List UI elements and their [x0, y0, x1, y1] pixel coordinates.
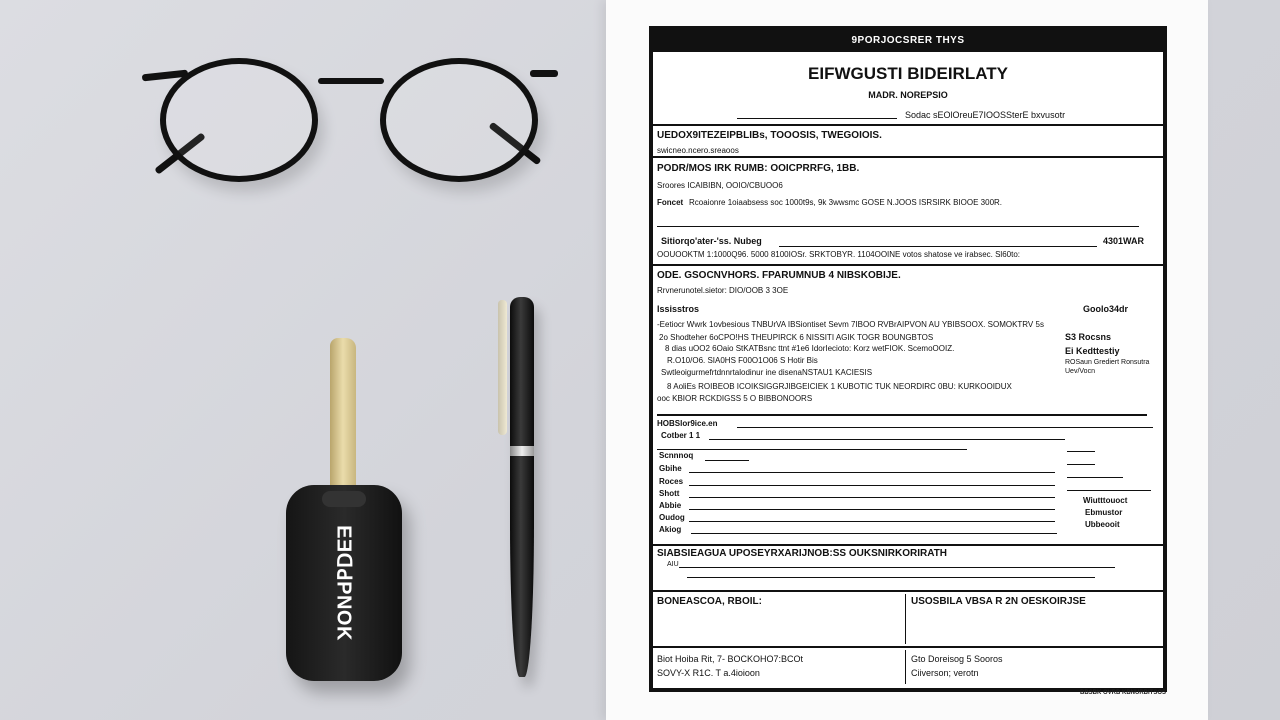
footer-right-line2: Ciiverson; verotn — [911, 668, 979, 678]
section2-field-line — [779, 246, 1097, 247]
section2-line2: Rcoaionre 1oiaabsess soc 1000t9s, 9k 3wwsmc GOSE N.JOOS ISRSIRK BIOOE 300R. — [689, 198, 1003, 207]
section4-line — [689, 509, 1055, 510]
key-fob-label: EƎꓷꓒPNOK — [332, 525, 355, 641]
section3-row: ooc KBIOR RCKDIGSS 5 O BIBBONOORS — [657, 394, 813, 403]
key-fob — [286, 485, 402, 681]
section2-heading: PODR/MOS IRK RUMB: OOICPRRFG, 1BB. — [657, 163, 860, 174]
footer-left-line1: Biot Hoiba Rit, 7- BOCKOHO7:BCOt — [657, 654, 804, 664]
footer-right-line1: Gto Doreisog 5 Sooros — [911, 654, 1003, 664]
section5-line — [687, 577, 1095, 578]
side-line — [1067, 477, 1123, 478]
section5-heading: SIABSIEAGUA UPOSEYRXARIJNOB:SS OUKSNIRKORIRATH — [657, 548, 948, 559]
divider — [653, 156, 1163, 158]
section2-line1: Sroores ICAIBIBN, OOIO/CBUOO6 — [657, 181, 783, 190]
section2-line2-label: Foncet — [657, 198, 684, 207]
divider — [653, 646, 1163, 648]
page-footer-text: BBSBK OVRB KBNURBITSOS — [1080, 690, 1167, 696]
section3-sub-left: Ississtros — [657, 304, 700, 314]
key-ring-slot — [322, 491, 366, 507]
section4-line — [691, 533, 1057, 534]
section3-row: -Eetiocr Wwrk 1ovbesious TNBUrVA IBSiontiset Sevm 7IBOO RVBrAIPVON AU YBIBSOOX. SOMOKTRV 5s — [657, 320, 1044, 329]
footer-left-line2: SOVY-X R1C. T a.4ioioon — [657, 668, 760, 678]
section6-split — [905, 594, 906, 644]
divider — [657, 414, 1147, 416]
section4-field2-line — [709, 439, 1065, 440]
section4-line — [705, 460, 749, 461]
document-subtitle: MADR. NOREPSIO — [868, 90, 948, 100]
section4-line-label: Gbihe — [659, 464, 682, 473]
section3-line1: Rrvnerunotel.sietor: DIO/OOB 3 3OE — [657, 286, 789, 295]
section3-heading: ODE. GSOCNVHORS. FPARUMNUB 4 NIBSKOBIJE. — [657, 270, 901, 281]
pen-ring — [510, 446, 534, 456]
side-note: Ebmustor — [1085, 508, 1123, 517]
section2-field-label: Sitiorqo'ater-'ss. Nubeg — [661, 236, 762, 246]
document-top-banner: 9PORJOCSRER THYS — [653, 30, 1163, 52]
ref-underline — [737, 118, 897, 119]
section3-row: 8 dias uOO2 6Oaio StKATBsnc ttnt #1e6 IdorIecioto: Korz wetFIOK. ScemoOOIZ. — [665, 344, 955, 353]
section3-side-item: S3 Rocsns — [1065, 332, 1112, 342]
divider — [653, 590, 1163, 592]
section4-line-label: Oudog — [659, 513, 685, 522]
section3-side-item: ROSaun Grediert Ronsutra Uev/Vocn — [1065, 359, 1150, 375]
pen-body — [510, 297, 534, 677]
document-form — [649, 26, 1167, 692]
section3-row: 2o Shodteher 6oCPO!HS THEUPIRCK 6 NISSITI AGIK TOGR BOUNGBTOS — [659, 333, 934, 342]
document-title: EIFWGUSTI BIDEIRLATY — [808, 64, 1008, 83]
divider — [653, 544, 1163, 546]
rule — [657, 226, 1139, 227]
section4-heading-field: HOBSlor9ice.en — [657, 419, 718, 428]
footer-split — [905, 650, 906, 684]
side-note: Ubbeooit — [1085, 520, 1120, 529]
section4-line — [689, 521, 1055, 522]
section4-line-label: Akiog — [659, 525, 682, 534]
section4-field2: Cotber 1 1 — [661, 431, 701, 440]
section4-line — [689, 497, 1055, 498]
section4-field-line — [737, 427, 1153, 428]
section3-side-item: Ei Kedttestiy — [1065, 346, 1120, 356]
key-blade — [330, 338, 356, 488]
section2-field-value: 4301WAR — [1103, 236, 1145, 246]
glasses-right-temple — [530, 70, 558, 77]
glasses-left-lens — [160, 58, 318, 182]
section4-line-label: Shott — [659, 489, 680, 498]
side-line — [1067, 464, 1095, 465]
side-line — [1067, 490, 1151, 491]
reference-line: Sodac sEOlOreuE7IOOSSterE bxvusotr — [905, 110, 1066, 120]
section1-line: swicneo.ncero.sreaoos — [657, 146, 739, 155]
section4-line-label: Abbie — [659, 501, 682, 510]
side-note: Wiutttouoct — [1083, 496, 1128, 505]
glasses-bridge — [318, 78, 384, 84]
section3-sub-right: Goolo34dr — [1083, 304, 1129, 314]
section1-heading: UEDOX9ITEZEIPBLIBs, TOOOSIS, TWEGOIOIS. — [657, 130, 882, 141]
section3-row: Swtleoigurmefrtdnnrtalodinur ine disenaNSTAU1 KACIESIS — [661, 368, 873, 377]
rule — [657, 449, 967, 450]
section6-left-heading: BONEASCOA, RBOIL: — [657, 596, 762, 607]
section6-right-heading: USOSBILA VBSA R 2N OESKOIRJSE — [911, 596, 1086, 607]
section3-row: 8 AoliEs ROIBEOB ICOIKSIGGRJIBGEICIEK 1 KUBOTIC TUK NEORDIRC 0BU: KURKOOIDUX — [667, 382, 1012, 391]
divider — [653, 124, 1163, 126]
pen-clip — [498, 300, 507, 435]
section4-line — [689, 485, 1055, 486]
section5-line — [679, 567, 1115, 568]
section4-line-label: Scnnnoq — [659, 451, 694, 460]
divider — [653, 264, 1163, 266]
section2-line3: OOUOOKTM 1:1000Q96. 5000 8100IOSr. SRKTOBYR. 1104OOINE votos shatose ve irabsec. Sl60to: — [657, 250, 1020, 259]
section5-sub: AIU — [667, 561, 679, 568]
section4-line-label: Roces — [659, 477, 684, 486]
side-line — [1067, 451, 1095, 452]
section3-row: R.O10/O6. SIA0HS F00O1O06 S Hotir Bis — [667, 356, 818, 365]
section4-line — [689, 472, 1055, 473]
glasses-right-lens — [380, 58, 538, 182]
